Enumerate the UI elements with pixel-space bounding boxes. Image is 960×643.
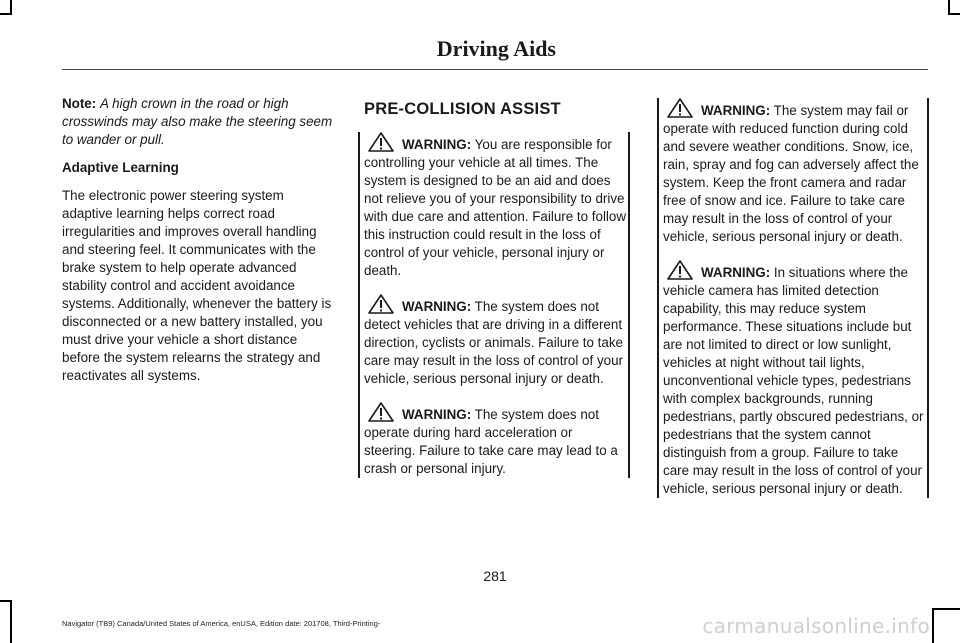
warning-text: In situations where the vehicle camera has limited detection capability, this may reduce system performance. These situations include but are not limited to direct or low sunlight, vehicles at night without tail lights, unconventional vehicle types, pedestrians with complex backgrounds, running pedestrians, partly obscured pedestrians, or pedestrians that the system cannot distinguish from a group. Failure to take care may result in the loss of control of your vehicle, serious personal injury or death.	[663, 265, 924, 496]
warning-triangle-icon	[368, 132, 394, 152]
crop-mark-bottom-right-h	[932, 608, 960, 610]
warning-label: WARNING:	[701, 103, 771, 118]
crop-mark-bottom-left	[10, 600, 12, 643]
column-middle	[364, 98, 630, 480]
crop-mark-top-left-h	[0, 13, 12, 15]
section-title: PRE-COLLISION ASSIST	[364, 100, 561, 118]
watermark: carmanualsonline.info	[702, 614, 930, 638]
crop-mark-top-right-h	[948, 13, 960, 15]
warning-triangle-icon	[667, 98, 693, 118]
footer-edition-info: Navigator (TB9) Canada/United States of America, enUSA, Edition date: 201708, Third-Printing-	[62, 619, 381, 628]
crop-mark-bottom-left-h	[0, 600, 12, 602]
column-right	[657, 98, 929, 500]
body-paragraph: The electronic power steering system adaptive learning helps correct road irregularities and improves overall handling and steering feel. It communicates with the brake system to help operate advanced stability control and accident avoidance systems. Additionally, whenever the battery is disconnected or a new battery installed, you must drive your vehicle a short distance before the system relearns the strategy and reactivates all systems.	[62, 188, 332, 383]
warning-text: The system does not operate during hard acceleration or steering. Failure to take care may lead to a crash or personal injury.	[364, 407, 618, 476]
crop-mark-top-right	[948, 0, 950, 14]
warning-box	[657, 98, 929, 498]
column-left	[62, 95, 338, 385]
warning-triangle-icon	[368, 402, 394, 422]
warning-item	[364, 132, 626, 280]
note-label: Note:	[62, 96, 97, 111]
page-header-title: Driving Aids	[436, 36, 556, 61]
section-subheading: Adaptive Learning	[62, 160, 179, 175]
warning-item	[364, 294, 626, 388]
note-paragraph	[62, 95, 338, 149]
warning-text: The system does not detect vehicles that are driving in a different direction, cyclists or animals. Failure to take care may result in the loss of control of your vehicle, serious personal injury or death.	[364, 299, 623, 386]
warning-item	[663, 98, 925, 246]
header-divider	[62, 69, 928, 70]
warning-item	[663, 260, 925, 498]
crop-mark-top-left	[10, 0, 12, 14]
warning-text: The system may fail or operate with reduced function during cold and severe weather conditions. Snow, ice, rain, spray and fog can adversely affect the system. Keep the front camera and radar free of snow and ice. Failure to take care may result in the loss of control of your vehicle, serious personal injury or death.	[663, 103, 919, 244]
warning-label: WARNING:	[402, 407, 472, 422]
warning-label: WARNING:	[402, 299, 472, 314]
warning-label: WARNING:	[701, 265, 771, 280]
page-number: 281	[483, 568, 507, 584]
warning-item	[364, 402, 626, 478]
warning-box	[358, 132, 630, 478]
crop-mark-bottom-right	[932, 608, 934, 643]
warning-label: WARNING:	[402, 137, 472, 152]
note-text: A high crown in the road or high crosswinds may also make the steering seem to wander or pull.	[62, 96, 333, 147]
warning-triangle-icon	[368, 294, 394, 314]
warning-triangle-icon	[667, 260, 693, 280]
warning-text: You are responsible for controlling your vehicle at all times. The system is designed to be an aid and does not relieve you of your responsibility to drive with due care and attention. Failure to follow this instruction could result in the loss of control of your vehicle, personal injury or death.	[364, 137, 627, 278]
